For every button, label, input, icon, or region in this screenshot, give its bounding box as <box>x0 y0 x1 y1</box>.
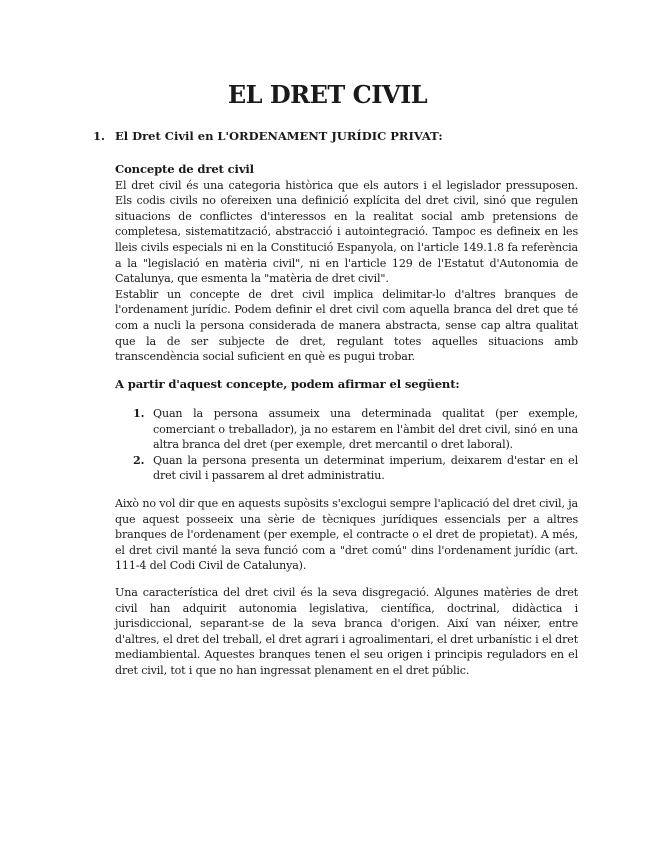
concept-paragraph-1: El dret civil és una categoria històrica que els autors i el legislador pressuposen. Els codis civils no ofereixen una definició explícita del dret civil, sinó que regulen situacions de conflictes d'interessos en la realitat social amb pretensions de completesa, sistematització, abstracció i autointegració. Tampoc es defineix en les lleis civils especials ni en la Constitució Espanyola, on l'article 149.1.8 fa referència a la "legislació en matèria civil", ni en l'article 129 de l'Estatut d'Autonomia de Catalunya, que esmenta la "matèria de dret civil". <box>115 178 578 286</box>
concept-heading: Concepte de dret civil <box>115 162 254 176</box>
section-heading <box>93 129 443 143</box>
list-item <box>133 406 578 453</box>
list-item-number: 1. <box>133 407 145 420</box>
list-item-text: Quan la persona presenta un determinat imperium, deixarem d'estar en el dret civil i passarem al dret administratiu. <box>153 453 578 483</box>
concept-paragraph-2: Establir un concepte de dret civil implica delimitar-lo d'altres branques de l'ordenament jurídic. Podem definir el dret civil com aquella branca del dret que té com a nucli la persona considerada de manera abstracta, sense cap altra qualitat que la de ser subjecte de dret, regulant totes aquelles situacions amb transcendència social suficient en què es pugui trobar. <box>115 287 578 364</box>
section-number: 1. <box>93 129 106 143</box>
paragraph-4: Una característica del dret civil és la seva disgregació. Algunes matèries de dret civil han adquirit autonomia legislativa, científica, doctrinal, didàctica i jurisdiccional, separant-se de la seva branca d'origen. Així van néixer, entre d'altres, el dret del treball, el dret agrari i agroalimentari, el dret urbanístic i el dret mediambiental. Aquestes branques tenen el seu origen i principis reguladors en el dret civil, tot i que no han ingressat plenament en el dret públic. <box>115 586 578 677</box>
list-item-text: Quan la persona assumeix una determinada qualitat (per exemple, comerciant o treballador), ja no estarem en l'àmbit del dret civil, sinó en una altra branca del dret (per exemple, dret mercantil o dret laboral). <box>153 407 578 452</box>
paragraph-4-block <box>115 585 578 679</box>
paragraph-3: Això no vol dir que en aquests supòsits s'exclogui sempre l'aplicació del dret civil, ja que aquest posseeix una sèrie de tècniques jurídiques essencials per a altres branques de l'ordenament (per exemple, el contracte o el dret de propietat). A més, el dret civil manté la seva funció com a "dret comú" dins l'ordenament jurídic (art. 111-4 del Codi Civil de Catalunya). <box>115 497 578 573</box>
affirm-list <box>133 406 578 484</box>
section-title: El Dret Civil en L'ORDENAMENT JURÍDIC PRIVAT: <box>115 129 443 143</box>
affirm-heading: A partir d'aquest concepte, podem afirmar el següent: <box>115 377 460 391</box>
paragraph-3-block <box>115 496 578 574</box>
concept-block <box>115 162 578 365</box>
affirm-heading-block <box>115 377 578 393</box>
list-item-number: 2. <box>133 453 145 467</box>
list-item <box>133 453 578 484</box>
page-title: EL DRET CIVIL <box>227 80 428 109</box>
